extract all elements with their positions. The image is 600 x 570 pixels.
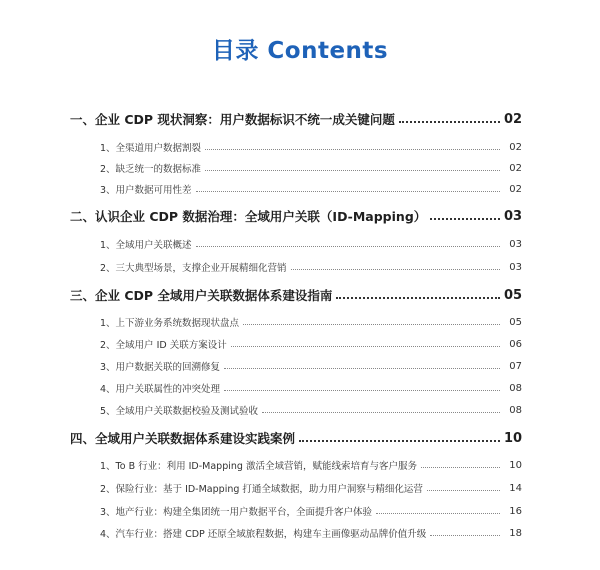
toc-item[interactable]	[70, 182, 522, 196]
toc-item[interactable]	[70, 260, 522, 274]
toc-chapter-4[interactable]	[70, 429, 522, 447]
item-title: 5、全域用户关联数据校验及测试验收	[100, 406, 259, 417]
page-number: 03	[509, 238, 522, 250]
dot-leader	[224, 390, 500, 391]
dot-leader	[196, 246, 500, 247]
page-number: 08	[509, 382, 522, 394]
page-number: 02	[509, 162, 522, 174]
toc-chapter-3[interactable]	[70, 286, 522, 304]
dot-leader	[430, 218, 500, 220]
toc-item[interactable]	[70, 161, 522, 175]
toc-chapter-1[interactable]	[70, 110, 522, 128]
dot-leader	[336, 297, 500, 299]
dot-leader	[196, 191, 500, 192]
item-title: 1、全域用户关联概述	[100, 240, 192, 251]
page-number: 02	[509, 183, 522, 195]
dot-leader	[224, 368, 500, 369]
toc-item[interactable]	[70, 237, 522, 251]
item-title: 2、全域用户 ID 关联方案设计	[100, 340, 227, 351]
toc-item[interactable]	[70, 140, 522, 154]
toc-item[interactable]	[70, 403, 522, 417]
page-number: 10	[509, 459, 522, 471]
dot-leader	[427, 490, 500, 491]
item-title: 2、缺乏统一的数据标准	[100, 164, 202, 175]
toc-item[interactable]	[70, 504, 522, 518]
chapter-title: 二、认识企业 CDP 数据治理：全域用户关联（ID-Mapping）	[70, 209, 427, 224]
toc-item[interactable]	[70, 481, 522, 495]
chapter-title: 四、全域用户关联数据体系建设实践案例	[70, 431, 296, 446]
dot-leader	[430, 535, 500, 536]
item-title: 1、上下游业务系统数据现状盘点	[100, 318, 240, 329]
toc-item[interactable]	[70, 315, 522, 329]
page-number: 07	[509, 360, 522, 372]
item-title: 3、用户数据可用性差	[100, 185, 192, 196]
dot-leader	[299, 440, 500, 442]
dot-leader	[291, 269, 500, 270]
item-title: 3、地产行业：构建全集团统一用户数据平台，全面提升客户体验	[100, 507, 373, 518]
page-number: 14	[509, 482, 522, 494]
toc-item[interactable]	[70, 359, 522, 373]
page-number: 05	[509, 316, 522, 328]
page-title: 目录 Contents	[211, 38, 389, 64]
toc-item[interactable]	[70, 526, 522, 540]
page-number: 02	[509, 141, 522, 153]
page-number: 03	[509, 261, 522, 273]
page-number: 03	[504, 208, 523, 224]
page-number: 05	[504, 287, 523, 303]
page-number: 18	[509, 527, 522, 539]
dot-leader	[376, 513, 500, 514]
item-title: 1、To B 行业：利用 ID-Mapping 激活全域营销，赋能线索培育与客户服务	[100, 461, 417, 472]
item-title: 3、用户数据关联的回溯修复	[100, 362, 221, 373]
dot-leader	[205, 170, 500, 171]
toc-item[interactable]	[70, 381, 522, 395]
page-number: 16	[509, 505, 522, 517]
dot-leader	[243, 324, 500, 325]
chapter-title: 三、企业 CDP 全域用户关联数据体系建设指南	[70, 288, 333, 303]
item-title: 1、全渠道用户数据割裂	[100, 143, 202, 154]
page-number: 08	[509, 404, 522, 416]
item-title: 4、用户关联属性的冲突处理	[100, 384, 221, 395]
toc-item[interactable]	[70, 458, 522, 472]
dot-leader	[205, 149, 500, 150]
chapter-title: 一、企业 CDP 现状洞察：用户数据标识不统一成关键问题	[70, 112, 395, 127]
toc-item[interactable]	[70, 337, 522, 351]
dot-leader	[421, 467, 500, 468]
page-number: 06	[509, 338, 522, 350]
page-number: 02	[504, 111, 523, 127]
dot-leader	[399, 121, 500, 123]
dot-leader	[262, 412, 500, 413]
toc-chapter-2[interactable]	[70, 207, 522, 225]
dot-leader	[231, 346, 500, 347]
page-number: 10	[504, 430, 523, 446]
item-title: 2、保险行业：基于 ID-Mapping 打通全域数据，助力用户洞察与精细化运营	[100, 484, 423, 495]
item-title: 4、汽车行业：搭建 CDP 还原全域旅程数据，构建车主画像驱动品牌价值升级	[100, 529, 427, 540]
item-title: 2、三大典型场景，支撑企业开展精细化营销	[100, 263, 287, 274]
